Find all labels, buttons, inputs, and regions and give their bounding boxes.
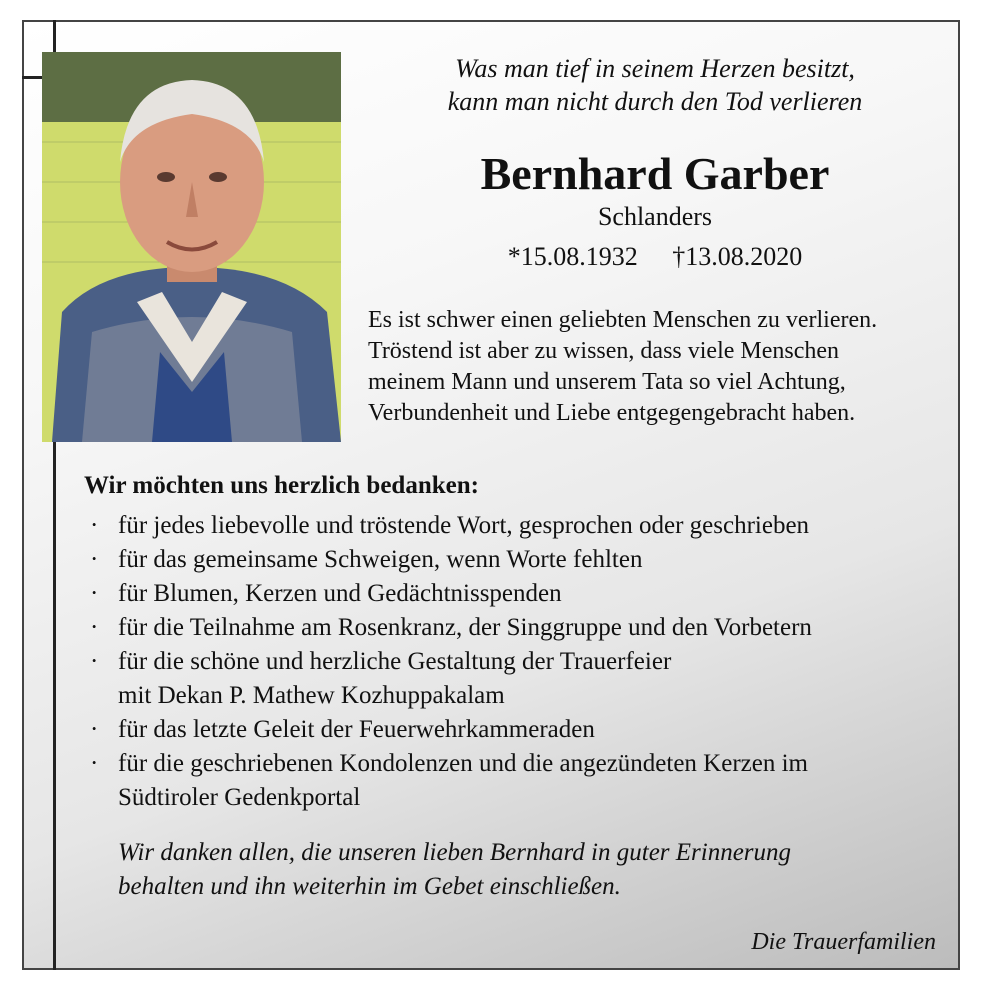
thanks-list-item [90, 611, 950, 645]
thanks-item-text-continued: mit Dekan P. Mathew Kozhuppakalam [118, 682, 505, 709]
deceased-hometown: Schlanders [597, 202, 713, 231]
thanks-item-text: für die Teilnahme am Rosenkranz, der Singgruppe und den Vorbetern [118, 614, 812, 641]
bullet-icon: · [90, 648, 99, 675]
bullet-icon: · [90, 750, 99, 777]
thanks-item-text: für die schöne und herzliche Gestaltung der Trauerfeier [118, 648, 672, 675]
deceased-name: Bernhard Garber [480, 148, 830, 199]
thanks-item-text-continued: Südtiroler Gedenkportal [118, 784, 361, 811]
intro-line: meinem Mann und unserem Tata so viel Achtung, [368, 369, 846, 395]
bullet-icon: · [90, 512, 99, 539]
intro-line: Verbundenheit und Liebe entgegengebracht haben. [368, 400, 856, 426]
signature: Die Trauerfamilien [751, 929, 936, 955]
quote-line-2: kann man nicht durch den Tod verlieren [447, 87, 863, 116]
thanks-list-item [90, 645, 950, 713]
bullet-icon: · [90, 580, 99, 607]
thanks-list-item [90, 713, 950, 747]
quote-line-1: Was man tief in seinem Herzen besitzt, [455, 54, 855, 83]
life-dates [375, 240, 935, 274]
closing-line-1: Wir danken allen, die unseren lieben Bernhard in guter Erinnerung [118, 839, 792, 866]
closing-line-2: behalten und ihn weiterhin im Gebet einschließen. [118, 873, 621, 900]
bullet-icon: · [90, 614, 99, 641]
thanks-item-text: für das letzte Geleit der Feuerwehrkammeraden [118, 716, 595, 743]
intro-paragraph [368, 305, 958, 429]
death-date: †13.08.2020 [672, 242, 803, 271]
thanks-list-item [90, 509, 950, 543]
thanks-item-text: für jedes liebevolle und tröstende Wort, gesprochen oder geschrieben [118, 512, 810, 539]
thanks-heading: Wir möchten uns herzlich bedanken: [84, 472, 479, 499]
thanks-item-text: für Blumen, Kerzen und Gedächtnisspenden [118, 580, 562, 607]
thanks-item-text: für die geschriebenen Kondolenzen und die angezündeten Kerzen im [118, 750, 808, 777]
memorial-quote [375, 52, 935, 118]
bullet-icon: · [90, 716, 99, 743]
thanks-list [90, 509, 950, 815]
thanks-list-item [90, 747, 950, 815]
bullet-icon: · [90, 546, 99, 573]
intro-line: Tröstend ist aber zu wissen, dass viele Menschen [368, 338, 840, 364]
thanks-list-item [90, 543, 950, 577]
thanks-item-text: für das gemeinsame Schweigen, wenn Worte fehlten [118, 546, 643, 573]
portrait-photo [42, 52, 341, 442]
birth-date: *15.08.1932 [507, 242, 638, 271]
thanks-list-item [90, 577, 950, 611]
closing-text [118, 836, 938, 904]
intro-line: Es ist schwer einen geliebten Menschen zu verlieren. [368, 307, 878, 333]
